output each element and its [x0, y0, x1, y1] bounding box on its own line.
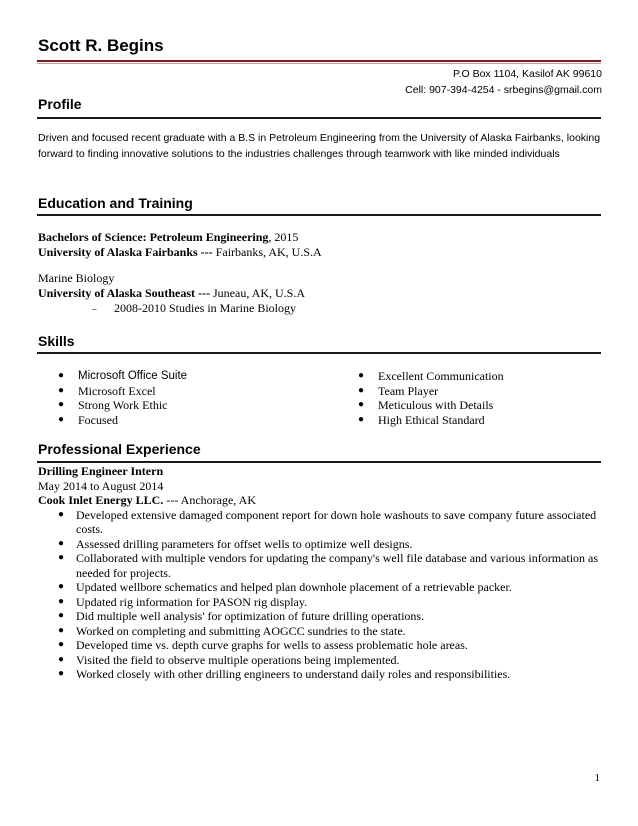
school-location: Fairbanks, AK, U.S.A — [212, 245, 322, 259]
experience-heading: Professional Experience — [38, 441, 201, 457]
bullet-icon: ● — [358, 399, 365, 410]
degree-year: , 2015 — [268, 230, 299, 244]
study-detail: – 2008-2010 Studies in Marine Biology — [92, 301, 296, 315]
bullet-icon: ● — [58, 668, 65, 679]
name-divider — [37, 60, 601, 62]
duty-item: ● Developed time vs. depth curve graphs for wells to assess problematic hole areas. — [58, 638, 468, 652]
skills-right-list — [358, 369, 504, 427]
bullet-icon: ● — [58, 581, 65, 592]
bullet-icon: ● — [58, 624, 65, 636]
skill-item: ● High Ethical Standard — [358, 412, 485, 427]
name-divider-shadow — [37, 63, 601, 64]
bullet-icon: ● — [58, 653, 65, 665]
degree-line — [38, 230, 322, 245]
duty-item: ● Collaborated with multiple vendors for updating the company's well file database and various information as needed for projects. — [58, 551, 599, 580]
duty-item: ● Worked closely with other drilling engineers to understand daily roles and responsibilities. — [58, 667, 511, 681]
bullet-icon: ● — [358, 413, 365, 425]
skill-item: ● Excellent Communication — [358, 369, 504, 383]
school-location: Juneau, AK, U.S.A — [210, 286, 306, 300]
job-title: Drilling Engineer Intern — [38, 464, 164, 478]
skill-item: ● Focused — [58, 412, 118, 427]
bullet-icon: ● — [358, 384, 365, 396]
degree-title: Bachelors of Science: Petroleum Engineering — [38, 230, 269, 244]
dash-bullet-icon: – — [92, 304, 97, 314]
program-line: Marine Biology — [38, 271, 115, 285]
skill-item: ● Microsoft Excel — [58, 383, 156, 398]
skills-left-list — [58, 369, 187, 427]
contact-block — [405, 66, 602, 98]
school-line — [38, 245, 322, 260]
bullet-icon: ● — [58, 610, 65, 621]
company-name: Cook Inlet Energy LLC. — [38, 493, 164, 507]
experience-section — [38, 464, 603, 682]
profile-heading: Profile — [38, 96, 82, 112]
skills-divider — [37, 352, 601, 354]
skills-heading: Skills — [38, 333, 75, 349]
skill-item: ● Meticulous with Details — [358, 398, 494, 412]
duty-item: ● Updated wellbore schematics and helped plan downhole placement of a retrievable packer. — [58, 580, 512, 594]
phone-email-line: Cell: 907-394-4254 - srbegins@gmail.com — [405, 84, 602, 96]
profile-text: Driven and focused recent graduate with a B.S in Petroleum Engineering from the University of Alaska Fairbanks, looking forward to finding innovative solutions to the industries challenges through teamwork with like minded individuals — [38, 132, 601, 160]
education-divider — [37, 214, 601, 216]
bullet-icon: ● — [358, 370, 365, 381]
company-line — [38, 493, 603, 508]
duty-item: ● Did multiple well analysis' for optimization of future drilling operations. — [58, 609, 425, 623]
bullet-icon: ● — [58, 384, 65, 396]
duties-list — [38, 508, 603, 682]
school-name: University of Alaska Fairbanks --- — [38, 245, 213, 259]
school-line — [38, 286, 322, 301]
bullet-icon: ● — [58, 537, 65, 549]
bullet-icon: ● — [58, 508, 65, 520]
duty-item: ● Assessed drilling parameters for offset wells to optimize well designs. — [58, 536, 413, 551]
skill-item: ● Team Player — [358, 383, 439, 398]
page-number: 1 — [594, 772, 600, 784]
bullet-icon: ● — [58, 399, 65, 410]
skill-item: ● Strong Work Ethic — [58, 398, 168, 412]
job-dates: May 2014 to August 2014 — [38, 478, 164, 493]
applicant-name: Scott R. Begins — [38, 36, 164, 55]
company-location: --- Anchorage, AK — [163, 493, 256, 507]
skill-item: ● Microsoft Office Suite — [58, 370, 188, 382]
education-section — [38, 230, 322, 317]
duty-item: ● Visited the field to observe multiple operations being implemented. — [58, 652, 400, 667]
profile-divider — [37, 117, 601, 119]
bullet-icon: ● — [58, 370, 65, 381]
bullet-icon: ● — [58, 552, 65, 563]
education-heading: Education and Training — [38, 195, 193, 211]
duty-item: ● Updated rig information for PASON rig display. — [58, 594, 308, 609]
bullet-icon: ● — [58, 413, 65, 425]
duty-item: ● Worked on completing and submitting AOGCC sundries to the state. — [58, 623, 406, 638]
bullet-icon: ● — [58, 595, 65, 607]
bullet-icon: ● — [58, 639, 65, 650]
school-name: University of Alaska Southeast --- — [38, 286, 211, 300]
experience-divider — [37, 461, 601, 463]
duty-item: ● Developed extensive damaged component report for down hole washouts to save company future associated costs. — [58, 507, 597, 536]
address-line: P.O Box 1104, Kasilof AK 99610 — [452, 68, 602, 80]
